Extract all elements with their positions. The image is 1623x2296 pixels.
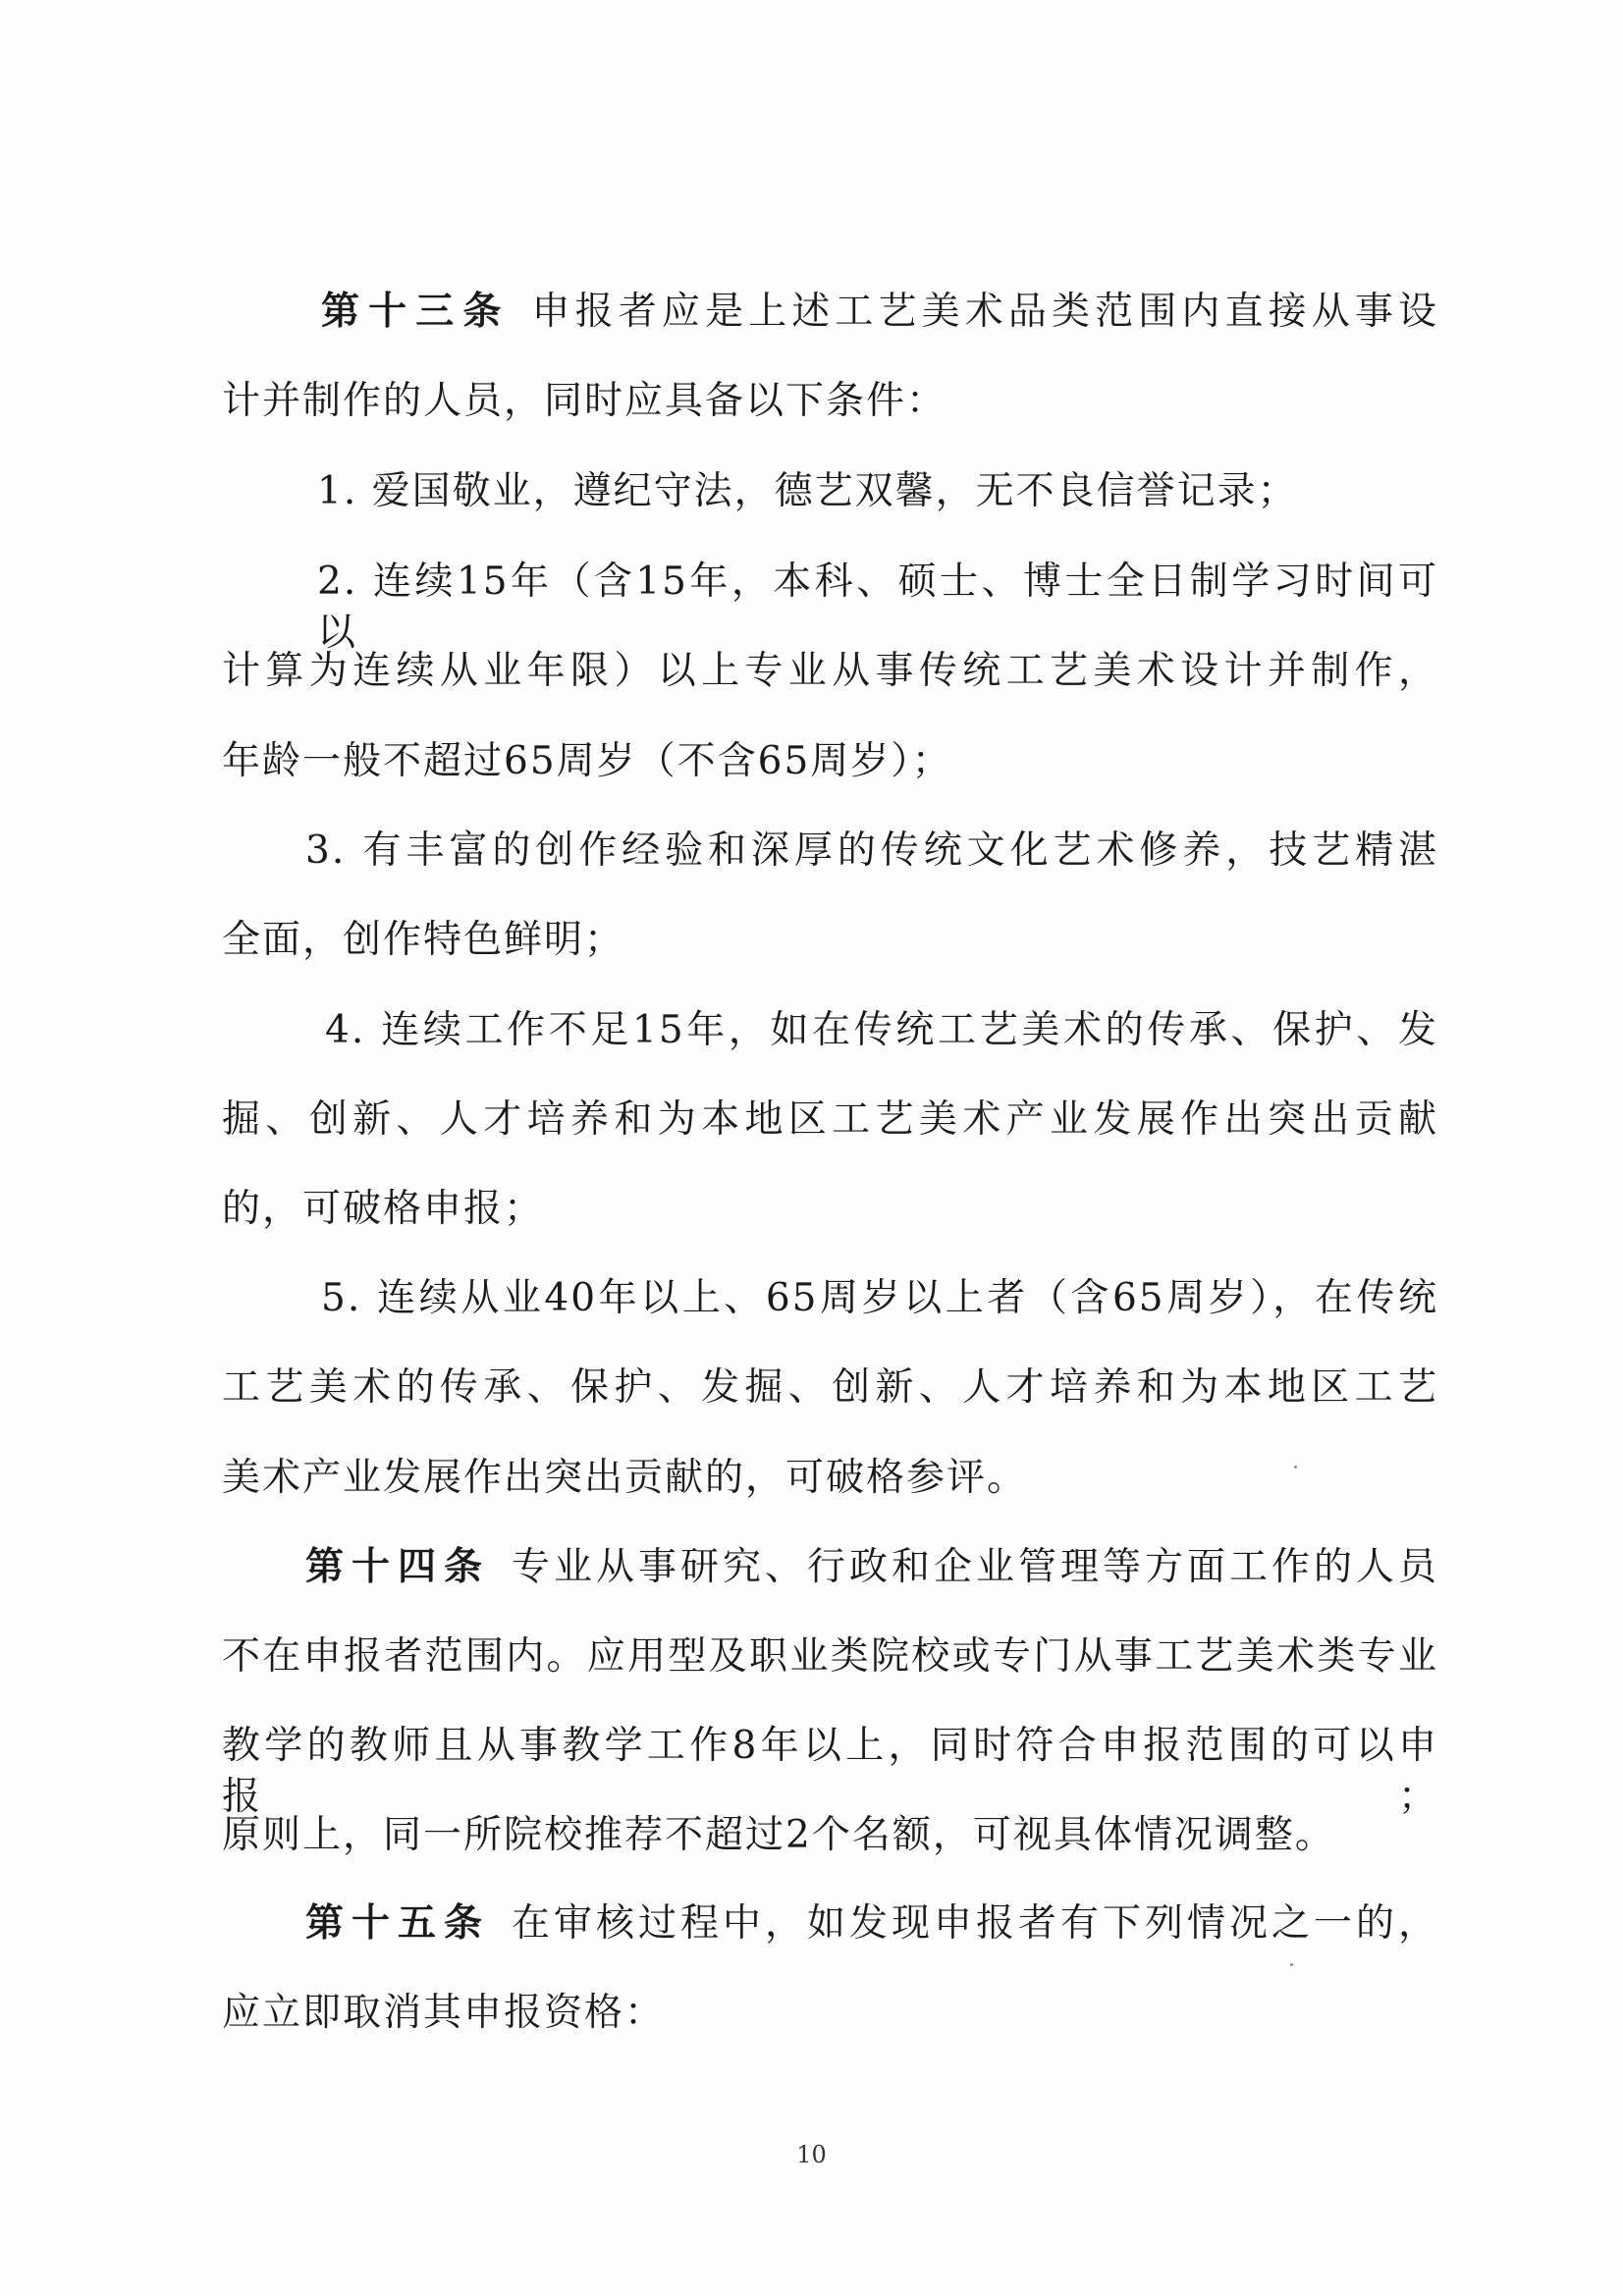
item-4-line: 4. 连续工作不足15年，如在传统工艺美术的传承、保护、发 bbox=[325, 1008, 1438, 1052]
item-4-line: 掘、创新、人才培养和为本地区工艺美术产业发展作出突出贡献 bbox=[222, 1097, 1438, 1142]
item-5-line: 5. 连续从业40年以上、65周岁以上者（含65周岁），在传统 bbox=[321, 1276, 1438, 1320]
article-13-text-line: 申报者应是上述工艺美术品类范围内直接从事设 bbox=[531, 290, 1438, 334]
page-number: 10 bbox=[796, 2141, 827, 2168]
article-14-first-line bbox=[305, 1542, 1438, 1593]
article-14-heading: 第十四条 bbox=[305, 1545, 490, 1589]
article-13-text-line: 计并制作的人员，同时应具备以下条件： bbox=[222, 379, 947, 423]
item-2-line: 年龄一般不超过65周岁（不含65周岁）； bbox=[222, 739, 952, 783]
item-2-line: 2. 连续15年（含15年，本科、硕士、博士全日制学习时间可以 bbox=[317, 560, 1438, 655]
item-3-line: 全面，创作特色鲜明； bbox=[222, 918, 625, 962]
item-2-line: 计算为连续从业年限）以上专业从事传统工艺美术设计并制作， bbox=[222, 649, 1438, 693]
article-13-heading: 第十三条 bbox=[321, 290, 511, 334]
scan-speck bbox=[1290, 1963, 1293, 1966]
article-13-first-line bbox=[321, 287, 1438, 338]
item-1-line: 1. 爱国敬业，遵纪守法，德艺双馨，无不良信誉记录； bbox=[317, 469, 1298, 513]
article-14-text-line: 专业从事研究、行政和企业管理等方面工作的人员 bbox=[512, 1545, 1438, 1589]
article-15-first-line bbox=[305, 1898, 1438, 1949]
article-15-text-line: 应立即取消其申报资格： bbox=[222, 1991, 666, 2035]
article-14-text-line: 原则上，同一所院校推荐不超过2个名额，可视具体情况调整。 bbox=[222, 1813, 1335, 1857]
item-3-line: 3. 有丰富的创作经验和深厚的传统文化艺术修养，技艺精湛 bbox=[305, 828, 1438, 873]
article-14-text-line: 不在申报者范围内。应用型及职业类院校或专门从事工艺美术类专业 bbox=[222, 1634, 1438, 1679]
item-5-line: 美术产业发展作出突出贡献的，可破格参评。 bbox=[222, 1456, 1028, 1500]
scan-speck bbox=[1294, 1466, 1297, 1468]
article-15-text-line: 在审核过程中，如发现申报者有下列情况之一的， bbox=[512, 1901, 1438, 1946]
item-4-line: 的，可破格申报； bbox=[222, 1187, 545, 1231]
article-15-heading: 第十五条 bbox=[305, 1901, 490, 1946]
item-5-line: 工艺美术的传承、保护、发掘、创新、人才培养和为本地区工艺 bbox=[222, 1365, 1438, 1410]
article-14-text-line: 教学的教师且从事教学工作8年以上，同时符合申报范围的可以申报； bbox=[222, 1724, 1438, 1819]
